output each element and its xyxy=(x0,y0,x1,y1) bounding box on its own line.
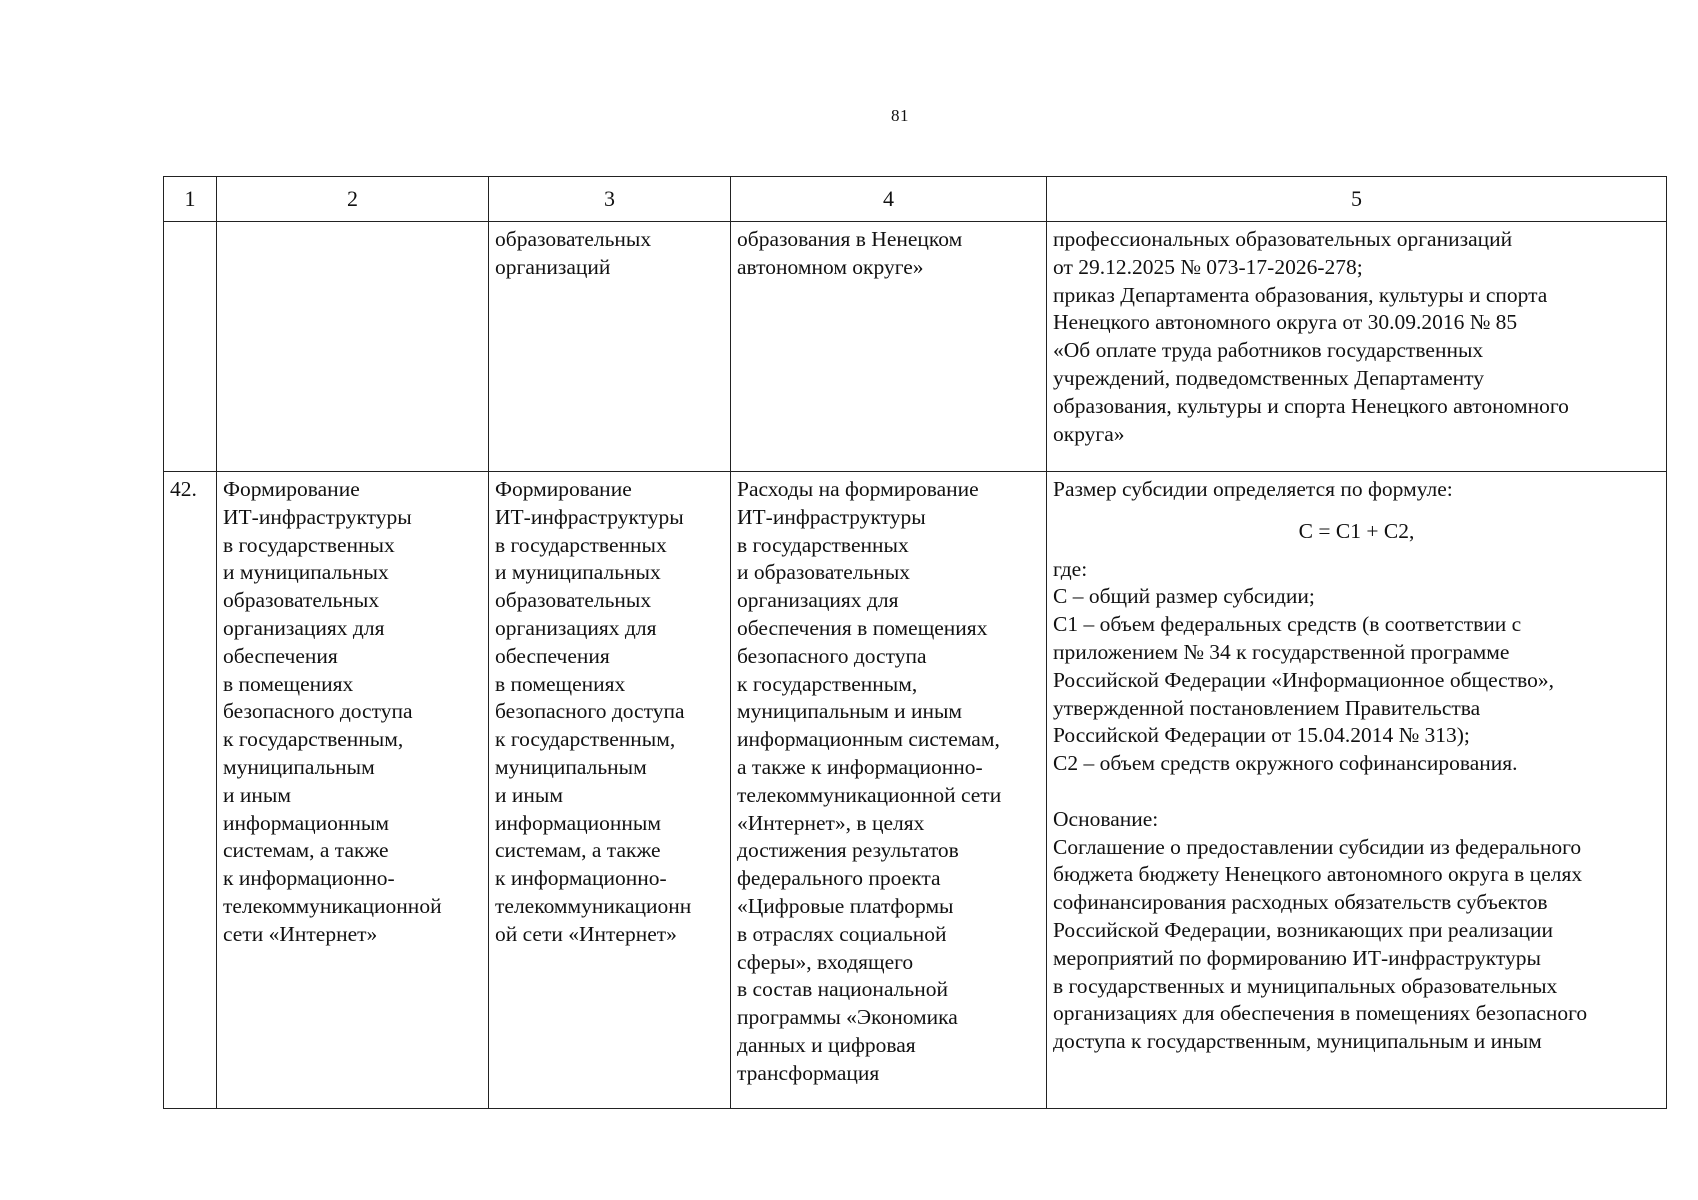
text-line: бюджета бюджету Ненецкого автономного округа в целях xyxy=(1053,862,1583,887)
basis-text xyxy=(1053,834,1660,1056)
spacer xyxy=(1053,778,1660,806)
text-line: в отраслях социальной xyxy=(737,921,947,946)
text-line: приказ Департамента образования, культуры и спорта xyxy=(1053,282,1548,307)
text-line: к информационно- xyxy=(223,866,395,891)
text-line: организациях для обеспечения в помещениях безопасного xyxy=(1053,1001,1588,1026)
cell-purpose xyxy=(489,222,731,472)
text-line: безопасного доступа xyxy=(737,643,927,668)
text-line: округа» xyxy=(1053,421,1125,446)
cell-expense-direction xyxy=(731,222,1047,472)
text-line: телекоммуникационной сети xyxy=(737,782,1002,807)
text-line: Ненецкого автономного округа от 30.09.2016 № 85 xyxy=(1053,310,1518,335)
text-line: информационным xyxy=(223,810,389,835)
text-line: Российской Федерации, возникающих при реализации xyxy=(1053,917,1554,942)
text-line: к государственным, xyxy=(223,727,404,752)
text-line: в помещениях xyxy=(495,671,626,696)
text-line: сферы», входящего xyxy=(737,949,914,974)
text-line: трансформация xyxy=(737,1060,880,1085)
text-line: а также к информационно- xyxy=(737,754,983,779)
text-line: Формирование xyxy=(495,477,632,501)
cell-purpose xyxy=(489,472,731,1109)
text-line: С2 – объем средств окружного софинансирования. xyxy=(1053,751,1518,776)
text-line: профессиональных образовательных организаций xyxy=(1053,227,1513,251)
text-line: образования, культуры и спорта Ненецкого автономного xyxy=(1053,393,1569,418)
text-line: сети «Интернет» xyxy=(223,921,378,946)
text-line: муниципальным и иным xyxy=(737,699,963,724)
text-line: образования в Ненецком xyxy=(737,227,963,251)
cell-calculation xyxy=(1047,472,1667,1109)
text-line: и муниципальных xyxy=(495,560,661,585)
text-line: ИТ-инфраструктуры xyxy=(495,504,684,529)
text-line: информационным xyxy=(495,810,661,835)
text-line: «Интернет», в целях xyxy=(737,810,925,835)
text-line: телекоммуникационной xyxy=(223,893,442,918)
header-col-2: 2 xyxy=(217,177,489,222)
text-line: от 29.12.2025 № 073-17-2026-278; xyxy=(1053,254,1363,279)
text-line: информационным системам, xyxy=(737,727,1000,752)
text-line: автономном округе» xyxy=(737,254,924,279)
text-line: Расходы на формирование xyxy=(737,477,979,501)
text-line: к государственным, xyxy=(737,671,918,696)
formula-definitions xyxy=(1053,556,1660,778)
text-line: и муниципальных xyxy=(223,560,389,585)
text-line: учреждений, подведомственных Департаменту xyxy=(1053,365,1484,390)
text-line: где: xyxy=(1053,556,1088,581)
text-line: федерального проекта xyxy=(737,866,941,891)
header-col-4: 4 xyxy=(731,177,1047,222)
text-line: Российской Федерации от 15.04.2014 № 313); xyxy=(1053,723,1470,748)
text-line: в государственных xyxy=(737,532,909,557)
text-line: к информационно- xyxy=(495,866,667,891)
text-line: и иным xyxy=(223,782,291,807)
text-line: муниципальным xyxy=(223,754,375,779)
cell-number xyxy=(164,222,217,472)
text-line: в государственных и муниципальных образовательных xyxy=(1053,973,1558,998)
table-row-42 xyxy=(164,472,1667,1109)
text-line: в государственных xyxy=(495,532,667,557)
text-line: к государственным, xyxy=(495,727,676,752)
text-line: «Цифровые платформы xyxy=(737,893,954,918)
text-line: образовательных xyxy=(223,588,380,613)
table-row-continuation xyxy=(164,222,1667,472)
text-line: системам, а также xyxy=(495,838,661,863)
text-line: организациях для xyxy=(737,588,899,613)
text-line: достижения результатов xyxy=(737,838,959,863)
text-line: телекоммуникационн xyxy=(495,893,692,918)
text-line: данных и цифровая xyxy=(737,1032,916,1057)
header-col-3: 3 xyxy=(489,177,731,222)
text-line: Формирование xyxy=(223,477,360,501)
text-line: приложением № 34 к государственной программе xyxy=(1053,639,1510,664)
formula-intro: Размер субсидии определяется по формуле: xyxy=(1053,477,1453,501)
basis-label: Основание: xyxy=(1053,806,1159,831)
text-line: муниципальным xyxy=(495,754,647,779)
text-line: организаций xyxy=(495,254,611,279)
text-line: безопасного доступа xyxy=(223,699,413,724)
text-line: ой сети «Интернет» xyxy=(495,921,677,946)
header-col-5: 5 xyxy=(1047,177,1667,222)
text-line: в государственных xyxy=(223,532,395,557)
text-line: образовательных xyxy=(495,227,652,251)
text-line: организациях для xyxy=(495,615,657,640)
text-line: обеспечения в помещениях xyxy=(737,615,988,640)
text-line: и образовательных xyxy=(737,560,911,585)
row-number: 42. xyxy=(164,472,217,1109)
text-line: Российской Федерации «Информационное общество», xyxy=(1053,667,1554,692)
text-line: мероприятий по формированию ИТ-инфраструктуры xyxy=(1053,945,1541,970)
table-header-row xyxy=(164,177,1667,222)
text-line: и иным xyxy=(495,782,563,807)
cell-description xyxy=(217,472,489,1109)
text-line: обеспечения xyxy=(223,643,338,668)
text-line: в состав национальной xyxy=(737,977,948,1002)
text-line: ИТ-инфраструктуры xyxy=(223,504,412,529)
text-line: Соглашение о предоставлении субсидии из федерального xyxy=(1053,834,1582,859)
text-line: софинансирования расходных обязательств субъектов xyxy=(1053,890,1548,915)
document-table xyxy=(163,176,1667,1109)
page-number: 81 xyxy=(891,106,909,125)
text-line: С – общий размер субсидии; xyxy=(1053,584,1315,609)
formula: С = С1 + С2, xyxy=(1298,518,1415,543)
cell-description xyxy=(217,222,489,472)
text-line: ИТ-инфраструктуры xyxy=(737,504,926,529)
text-line: в помещениях xyxy=(223,671,354,696)
text-line: системам, а также xyxy=(223,838,389,863)
text-line: безопасного доступа xyxy=(495,699,685,724)
text-line: организациях для xyxy=(223,615,385,640)
text-line: утвержденной постановлением Правительства xyxy=(1053,695,1481,720)
cell-calculation xyxy=(1047,222,1667,472)
text-line: доступа к государственным, муниципальным и иным xyxy=(1053,1029,1542,1054)
text-line: образовательных xyxy=(495,588,652,613)
text-line: «Об оплате труда работников государственных xyxy=(1053,338,1484,363)
text-line: обеспечения xyxy=(495,643,610,668)
text-line: программы «Экономика xyxy=(737,1005,958,1030)
text-line: С1 – объем федеральных средств (в соответствии с xyxy=(1053,612,1522,637)
cell-expense-direction xyxy=(731,472,1047,1109)
header-col-1: 1 xyxy=(164,177,217,222)
